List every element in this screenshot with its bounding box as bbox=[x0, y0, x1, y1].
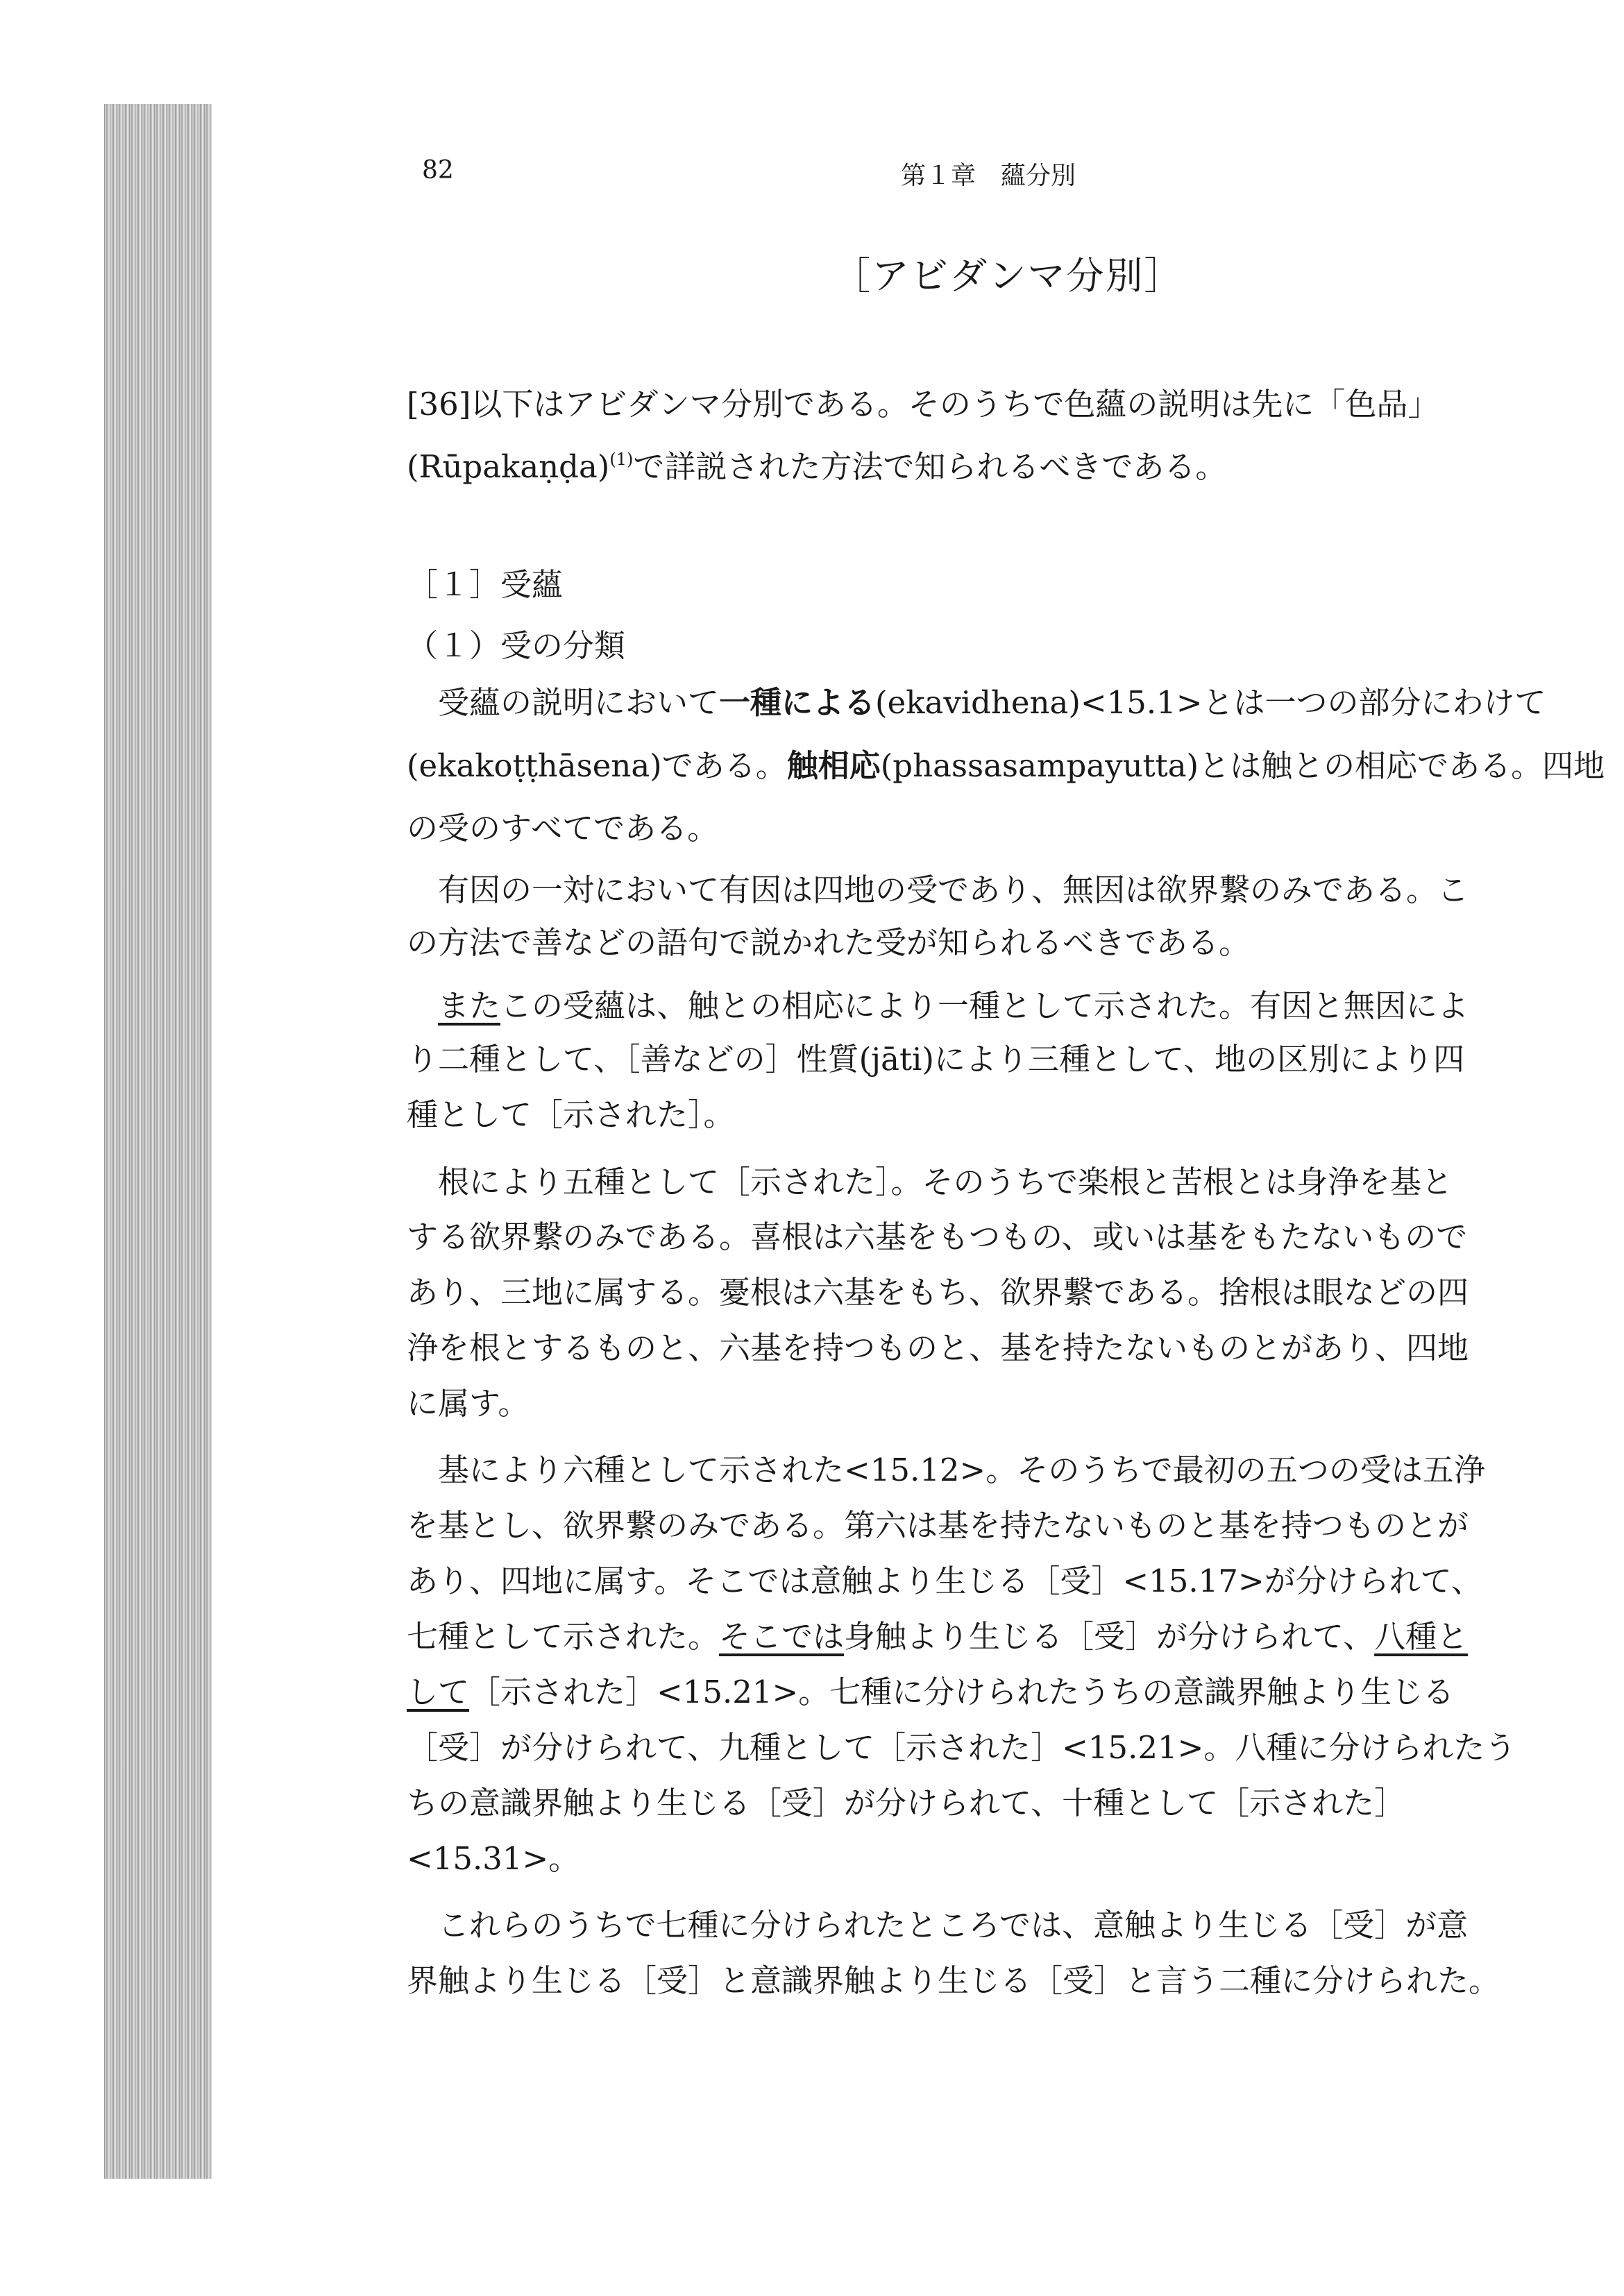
bold-term: 一種による bbox=[719, 684, 876, 721]
paragraph-line: する欲界繋のみである。喜根は六基をもつもの、或いは基をもたないもので bbox=[407, 1218, 1468, 1255]
underlined-text: 八種と bbox=[1374, 1618, 1469, 1655]
paragraph-line: 界触より生じる［受］と意識界触より生じる［受］と言う二種に分けられた。 bbox=[407, 1962, 1500, 1999]
paragraph-line: の受のすべてである。 bbox=[407, 810, 719, 847]
paragraph-line: 有因の一対において有因は四地の受であり、無因は欲界繋のみである。こ bbox=[438, 871, 1469, 908]
paragraph-line: して［示された］<15.21>。七種に分けられたうちの意識界触より生じる bbox=[407, 1674, 1455, 1710]
page-number: 82 bbox=[422, 156, 454, 185]
paragraph-line: あり、三地に属する。憂根は六基をもち、欲界繋である。捨根は眼などの四 bbox=[407, 1274, 1469, 1311]
bold-term: 触相応 bbox=[786, 747, 881, 784]
paragraph-line: またこの受蘊は、触との相応により一種として示された。有因と無因によ bbox=[438, 987, 1469, 1024]
paragraph-line: 根により五種として［示された］。そのうちで楽根と苦根とは身浄を基と bbox=[438, 1164, 1453, 1200]
paragraph-line: 基により六種として示された<15.12>。そのうちで最初の五つの受は五浄 bbox=[438, 1452, 1485, 1488]
paragraph-line: 七種として示された。そこでは身触より生じる［受］が分けられて、八種と bbox=[407, 1618, 1469, 1655]
heading-2: （１）受の分類 bbox=[407, 627, 626, 664]
intro-line: [36]以下はアビダンマ分別である。そのうちで色蘊の説明は先に「色品」 bbox=[407, 386, 1439, 423]
paragraph-line: に属す。 bbox=[407, 1385, 530, 1422]
running-title: 第１章 蘊分別 bbox=[901, 162, 1076, 190]
paragraph-line: を基とし、欲界繋のみである。第六は基を持たないものと基を持つものとが bbox=[407, 1507, 1469, 1544]
underlined-text: して bbox=[407, 1674, 470, 1710]
paragraph-line: これらのうちで七種に分けられたところでは、意触より生じる［受］が意 bbox=[438, 1907, 1469, 1944]
paragraph-line: (ekakoṭṭhāsena)である。触相応(phassasampayutta)とは触との相応である。四地 bbox=[407, 747, 1605, 784]
paragraph-line: 浄を根とするものと、六基を持つものと、基を持たないものとがあり、四地 bbox=[407, 1329, 1469, 1366]
paragraph-line: り二種として、［善などの］性質(jāti)により三種として、地の区別により四 bbox=[407, 1041, 1465, 1078]
section-title: ［アビダンマ分別］ bbox=[833, 254, 1183, 298]
paragraph-line: の方法で善などの語句で説かれた受が知られるべきである。 bbox=[407, 924, 1251, 961]
heading-1: ［１］受蘊 bbox=[407, 566, 564, 603]
intro-line: (Rūpakaṇḍa)$^{(1)}$で詳説された方法で知られるべきである。 bbox=[407, 448, 1227, 485]
footnote-marker[interactable]: (1) bbox=[609, 450, 634, 469]
paragraph-line: 種として［示された］。 bbox=[407, 1096, 735, 1133]
paragraph-line: <15.31>。 bbox=[407, 1840, 580, 1877]
underlined-text: また bbox=[438, 987, 501, 1024]
underlined-text: そこでは bbox=[719, 1618, 845, 1655]
scanned-book-spine bbox=[104, 104, 212, 2179]
paragraph-line: ちの意識界触より生じる［受］が分けられて、十種として［示された］ bbox=[407, 1785, 1406, 1821]
paragraph-line: あり、四地に属す。そこでは意触より生じる［受］<15.17>が分けられて、 bbox=[407, 1563, 1482, 1599]
paragraph-line: 受蘊の説明において一種による(ekavidhena)<15.1>とは一つの部分にわけて bbox=[438, 684, 1546, 721]
paragraph-line: ［受］が分けられて、九種として［示された］<15.21>。八種に分けられたう bbox=[407, 1729, 1516, 1766]
